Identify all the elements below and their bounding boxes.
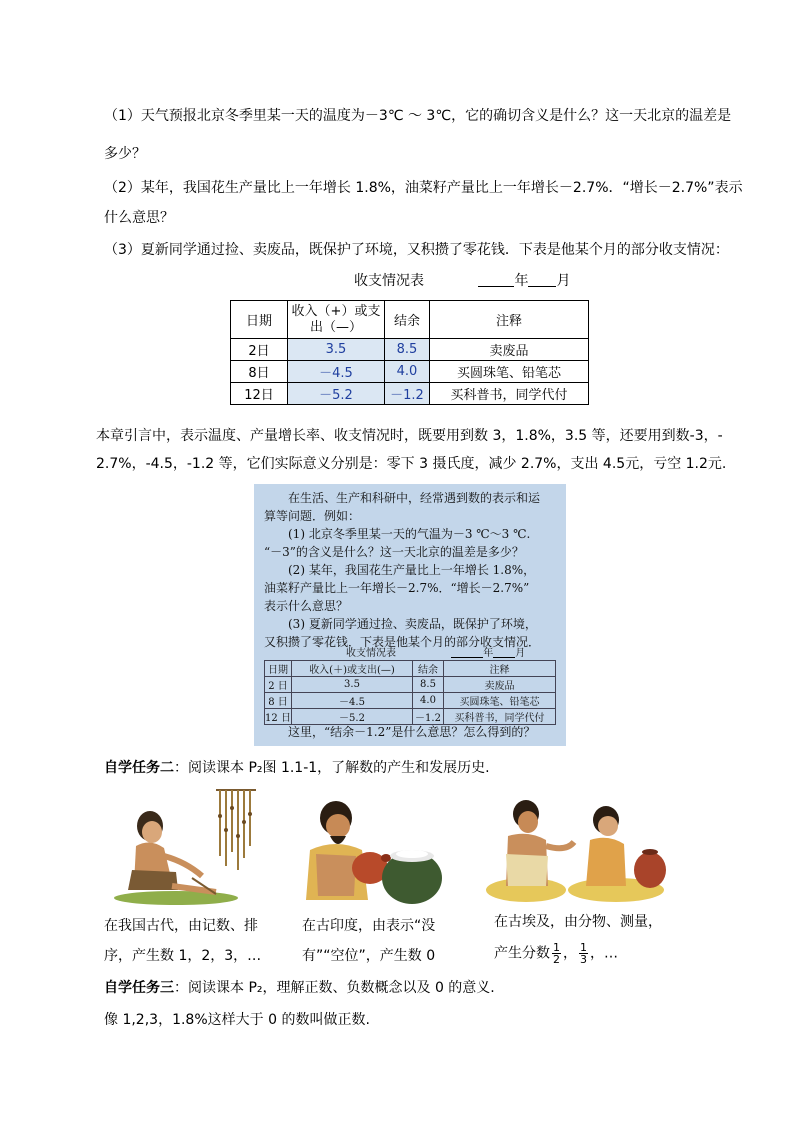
excerpt-year-blank [451,647,483,658]
task-3 [104,978,495,998]
cell-date: 2日 [231,339,288,361]
cell-amount: 3.5 [288,339,385,361]
task-2-text: ：阅读课本 P₂图 1.1-1，了解数的产生和发展历史. [174,760,490,776]
excerpt-month-blank [493,647,515,658]
caption-egypt-prefix: 产生分数 [494,945,550,962]
income-expense-table [230,300,589,405]
year-blank [478,272,514,287]
fraction-denominator: 3 [580,953,587,966]
excerpt-cell: －1.2 [413,709,444,725]
question-1-line-2: 多少？ [104,146,146,162]
table-caption [354,270,570,290]
excerpt-header: 注释 [444,661,556,677]
excerpt-footer: 这里，“结余－1.2”是什么意思？怎么得到的？ [288,725,536,739]
paragraph-line-2: 2.7%，-4.5，-1.2 等，它们实际意义分别是：零下 3 摄氏度，减少 2.7%，支出 4.5元，亏空 1.2元. [96,456,727,472]
excerpt-cell: 2 日 [265,677,292,693]
caption-year: 年 [514,273,529,289]
excerpt-cell: 4.0 [413,693,444,709]
fraction-one-third [579,942,588,965]
cell-note: 买科普书，同学代付 [430,383,589,405]
task-3-text: ：阅读课本 P₂，理解正数、负数概念以及 0 的意义. [174,980,495,996]
paragraph-line-1: 本章引言中，表示温度、产量增长率、收支情况时，既要用到数 3，1.8%，3.5 等，还要用到数-3，- [96,428,723,444]
table-row [231,383,589,405]
table-header-row [231,301,589,339]
excerpt-table [264,660,556,725]
header-balance: 结余 [385,301,430,339]
table-row [231,339,589,361]
ancient-china-illustration [106,786,266,906]
excerpt-row [265,677,556,693]
excerpt-line: 表示什么意思？ [264,599,349,613]
textbook-excerpt-image [254,484,566,746]
question-2-line-1: （2）某年，我国花生产量比上一年增长 1.8%，油菜籽产量比上一年增长－2.7%．“增长－2.7%”表示 [104,180,743,196]
header-note: 注释 [430,301,589,339]
caption-china-line-2: 序，产生数 1，2，3，… [104,948,262,964]
cell-balance: 8.5 [385,339,430,361]
excerpt-header: 收入(＋)或支出(—) [292,661,413,677]
header-amount: 收入（+）或支出（—） [288,301,385,339]
excerpt-header: 结余 [413,661,444,677]
excerpt-row [265,693,556,709]
excerpt-line: “－3”的含义是什么？这一天北京的温差是多少？ [264,545,524,559]
cell-date: 12日 [231,383,288,405]
task-2-label: 自学任务二 [104,760,174,776]
fraction-numerator: 1 [580,941,587,954]
caption-india-line-2: 有”“空位”，产生数 0 [302,948,436,964]
caption-india-line-1: 在古印度，由表示“没 [302,918,436,934]
cell-amount: －5.2 [288,383,385,405]
excerpt-line: (1) 北京冬季里某一天的气温为－3 ℃～3 ℃. [288,527,531,541]
excerpt-line: 在生活、生产和科研中，经常遇到数的表示和运 [288,491,541,505]
caption-china-line-1: 在我国古代，由记数、排 [104,918,258,934]
table-caption-title: 收支情况表 [354,273,424,289]
ancient-egypt-illustration [486,790,672,906]
cell-amount: －4.5 [288,361,385,383]
excerpt-cell: －4.5 [292,693,413,709]
excerpt-line: 算等问题．例如： [264,509,361,523]
ancient-india-illustration [296,796,446,908]
excerpt-cell: 8 日 [265,693,292,709]
excerpt-header: 日期 [265,661,292,677]
excerpt-cell: 12 日 [265,709,292,725]
question-1-line-1: （1）天气预报北京冬季里某一天的温度为－3℃ ～ 3℃，它的确切含义是什么？这一天北京的温差是 [104,108,732,124]
excerpt-header-row [265,661,556,677]
excerpt-cell: 3.5 [292,677,413,693]
caption-egypt-line-2 [494,942,618,965]
excerpt-line: (3) 夏新同学通过捡、卖废品，既保护了环境， [288,617,537,631]
excerpt-cell: －5.2 [292,709,413,725]
excerpt-line: 又积攒了零花钱．下表是他某个月的部分收支情况． [264,635,541,649]
fraction-separator: ， [563,945,577,962]
caption-egypt-ellipsis: ，… [590,945,618,962]
cell-date: 8日 [231,361,288,383]
excerpt-line: 油菜籽产量比上一年增长－2.7%．“增长－2.7%” [264,581,530,595]
task-3-label: 自学任务三 [104,980,174,996]
cell-note: 卖废品 [430,339,589,361]
month-blank [528,272,556,287]
task-2 [104,758,490,778]
excerpt-row [265,709,556,725]
excerpt-month: 月 [515,648,526,659]
question-3-line-1: （3）夏新同学通过捡、卖废品，既保护了环境，又积攒了零花钱．下表是他某个月的部分收支情况： [104,242,729,258]
table-row [231,361,589,383]
excerpt-table-title-text: 收支情况表 [346,648,396,659]
excerpt-cell: 8.5 [413,677,444,693]
fraction-numerator: 1 [553,941,560,954]
cell-balance: －1.2 [385,383,430,405]
fraction-one-half [552,942,561,965]
excerpt-cell: 买圆珠笔、铅笔芯 [444,693,556,709]
fraction-denominator: 2 [553,953,560,966]
excerpt-line: (2) 某年，我国花生产量比上一年增长 1.8%， [288,563,536,577]
caption-month: 月 [556,273,571,289]
excerpt-year: 年 [483,648,494,659]
excerpt-cell: 卖废品 [444,677,556,693]
positive-number-definition: 像 1,2,3，1.8%这样大于 0 的数叫做正数. [104,1012,370,1028]
question-2-line-2: 什么意思？ [104,210,174,226]
excerpt-cell: 买科普书，同学代付 [444,709,556,725]
cell-note: 买圆珠笔、铅笔芯 [430,361,589,383]
header-date: 日期 [231,301,288,339]
cell-balance: 4.0 [385,361,430,383]
caption-egypt-line-1: 在古埃及，由分物、测量， [494,914,662,930]
